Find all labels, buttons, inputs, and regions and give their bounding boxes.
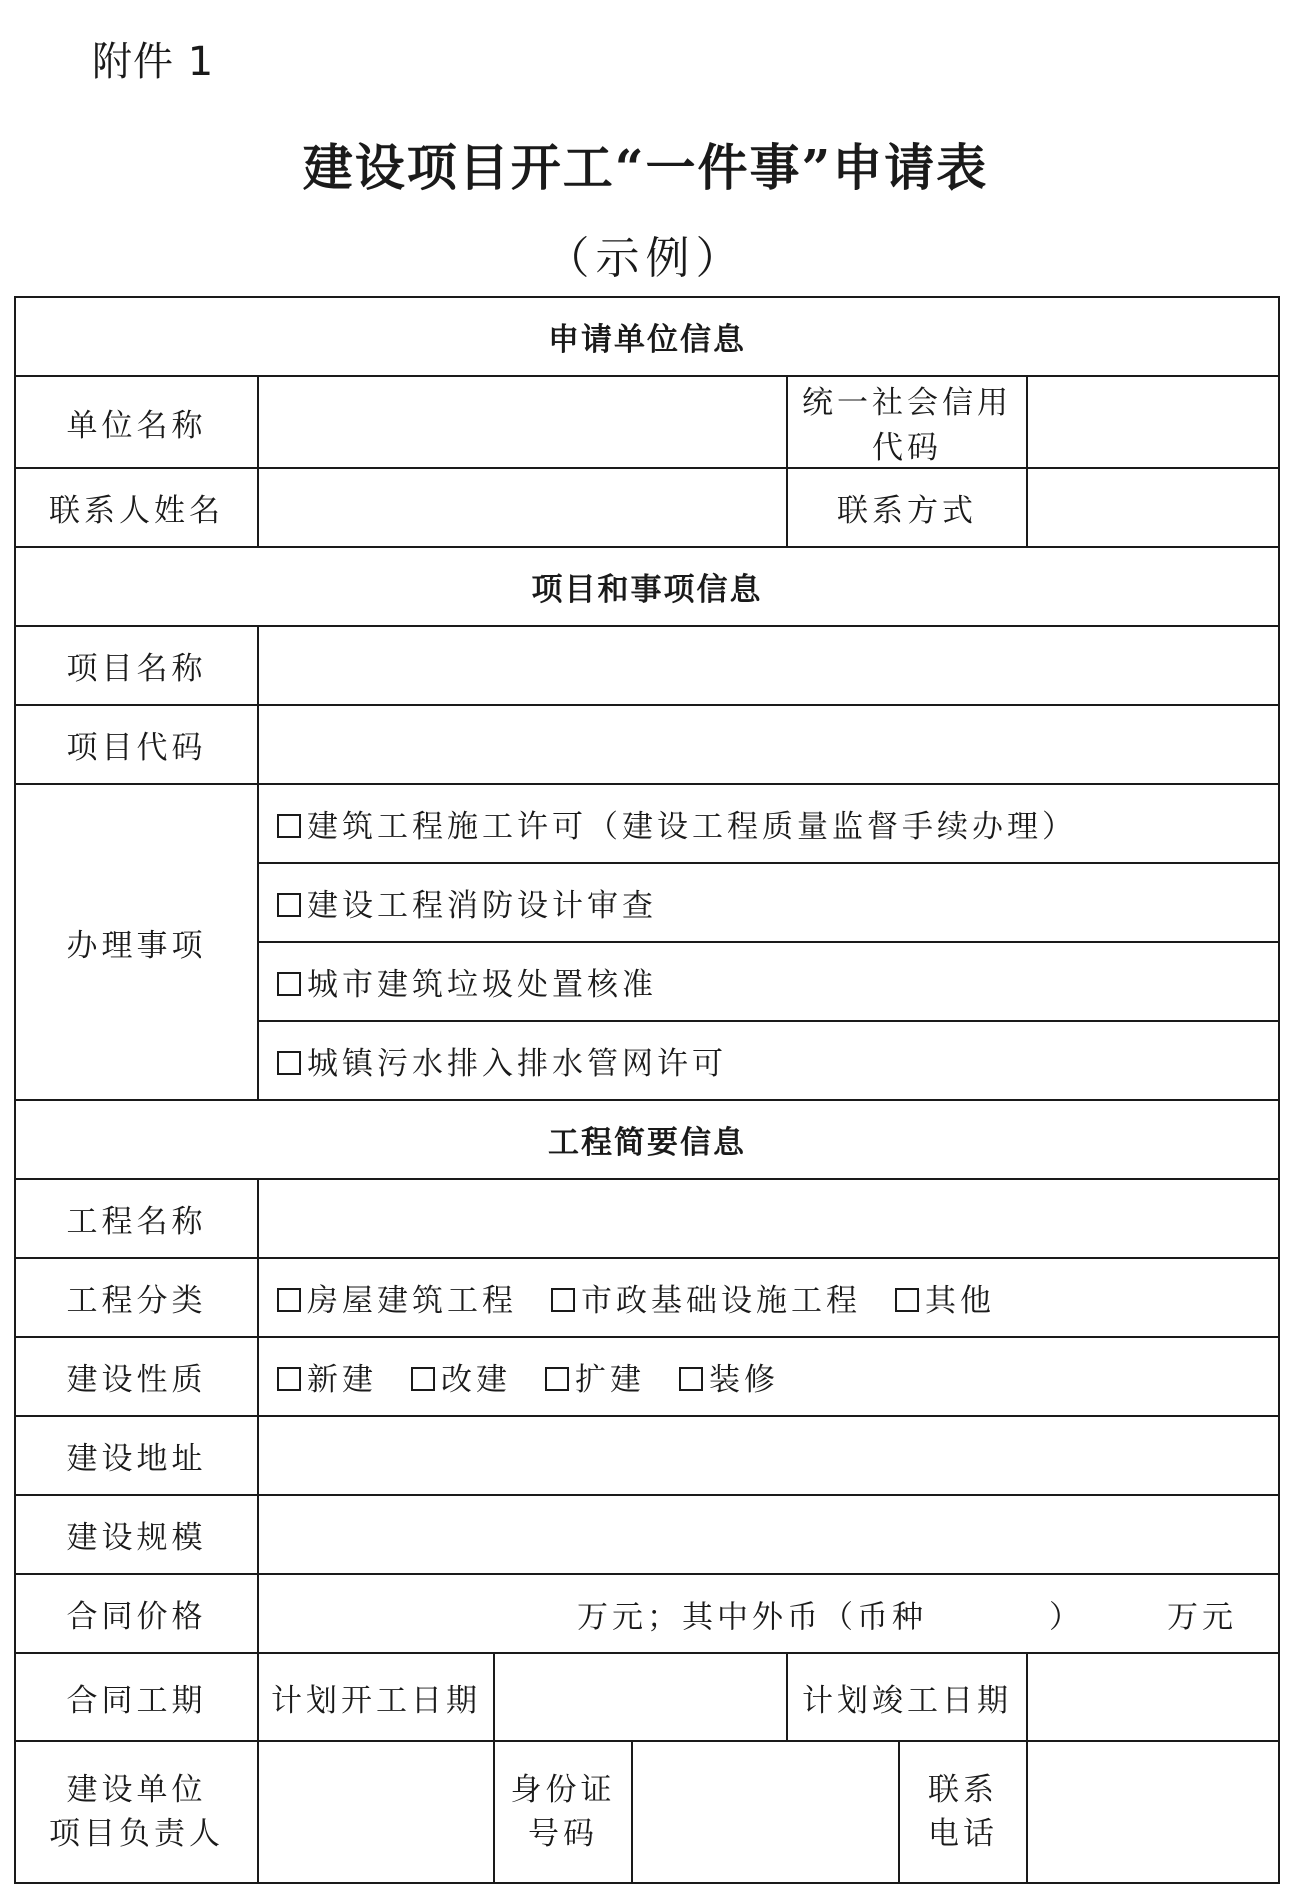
section-applicant-info: 申请单位信息 bbox=[15, 297, 1279, 376]
field-contact-method[interactable] bbox=[1027, 468, 1279, 547]
label-phone bbox=[899, 1741, 1027, 1883]
label-id-number-line1: 身份证 bbox=[510, 1772, 616, 1808]
label-credit-code: 统一社会信用代码 bbox=[787, 376, 1027, 468]
construction-nature-options bbox=[258, 1337, 1279, 1416]
field-id-number[interactable] bbox=[632, 1741, 899, 1883]
section-project-info: 项目和事项信息 bbox=[15, 547, 1279, 626]
field-engineering-name[interactable] bbox=[258, 1179, 1279, 1258]
price-text-part3: 万元 bbox=[1167, 1599, 1237, 1635]
label-id-number-line2: 号码 bbox=[528, 1816, 598, 1852]
label-id-number bbox=[494, 1741, 632, 1883]
label-phone-line2: 电话 bbox=[928, 1816, 998, 1852]
price-text-part2: ） bbox=[1049, 1599, 1084, 1635]
matter-item bbox=[258, 863, 1279, 942]
field-construction-address[interactable] bbox=[258, 1416, 1279, 1495]
label-project-leader-line2: 项目负责人 bbox=[49, 1816, 224, 1852]
label-project-leader bbox=[15, 1741, 258, 1883]
label-contract-period: 合同工期 bbox=[15, 1653, 258, 1741]
option-label: 新建 bbox=[307, 1362, 377, 1398]
matter-label: 城镇污水排入排水管网许可 bbox=[307, 1046, 727, 1082]
label-contact-name: 联系人姓名 bbox=[15, 468, 258, 547]
section-engineering-info: 工程简要信息 bbox=[15, 1100, 1279, 1179]
option-label: 其他 bbox=[925, 1283, 995, 1319]
label-contact-method: 联系方式 bbox=[787, 468, 1027, 547]
label-matters: 办理事项 bbox=[15, 784, 258, 1100]
checkbox[interactable] bbox=[277, 1288, 301, 1312]
field-project-code[interactable] bbox=[258, 705, 1279, 784]
label-construction-nature: 建设性质 bbox=[15, 1337, 258, 1416]
checkbox[interactable] bbox=[277, 1051, 301, 1075]
field-planned-start[interactable] bbox=[494, 1653, 787, 1741]
option-rebuild bbox=[411, 1362, 511, 1398]
label-engineering-name: 工程名称 bbox=[15, 1179, 258, 1258]
checkbox[interactable] bbox=[277, 814, 301, 838]
checkbox[interactable] bbox=[545, 1367, 569, 1391]
matter-label: 城市建筑垃圾处置核准 bbox=[307, 967, 657, 1003]
label-unit-name: 单位名称 bbox=[15, 376, 258, 468]
option-label: 房屋建筑工程 bbox=[307, 1283, 517, 1319]
matter-item bbox=[258, 1021, 1279, 1100]
checkbox[interactable] bbox=[277, 972, 301, 996]
engineering-category-options bbox=[258, 1258, 1279, 1337]
option-label: 市政基础设施工程 bbox=[581, 1283, 861, 1319]
attachment-label: 附件 1 bbox=[92, 39, 215, 85]
matter-item bbox=[258, 942, 1279, 1021]
option-label: 改建 bbox=[441, 1362, 511, 1398]
price-text-part1: 万元；其中外币（币种 bbox=[577, 1599, 927, 1635]
option-expand bbox=[545, 1362, 645, 1398]
option-label: 装修 bbox=[709, 1362, 779, 1398]
field-project-name[interactable] bbox=[258, 626, 1279, 705]
checkbox[interactable] bbox=[277, 893, 301, 917]
matter-label: 建筑工程施工许可（建设工程质量监督手续办理） bbox=[307, 809, 1077, 845]
form-title: 建设项目开工“一件事”申请表 bbox=[302, 138, 989, 197]
field-planned-completion[interactable] bbox=[1027, 1653, 1279, 1741]
field-contract-price[interactable] bbox=[258, 1574, 1279, 1653]
application-form-table bbox=[14, 296, 1280, 1884]
field-phone[interactable] bbox=[1027, 1741, 1279, 1883]
matter-label: 建设工程消防设计审查 bbox=[307, 888, 657, 924]
field-unit-name[interactable] bbox=[258, 376, 787, 468]
label-engineering-category: 工程分类 bbox=[15, 1258, 258, 1337]
label-contract-price: 合同价格 bbox=[15, 1574, 258, 1653]
label-planned-completion: 计划竣工日期 bbox=[787, 1653, 1027, 1741]
option-other bbox=[895, 1283, 995, 1319]
checkbox[interactable] bbox=[411, 1367, 435, 1391]
field-credit-code[interactable] bbox=[1027, 376, 1279, 468]
option-decoration bbox=[679, 1362, 779, 1398]
label-phone-line1: 联系 bbox=[928, 1772, 998, 1808]
option-municipal bbox=[551, 1283, 861, 1319]
form-subtitle: （示例） bbox=[545, 233, 746, 284]
checkbox[interactable] bbox=[277, 1367, 301, 1391]
label-planned-start: 计划开工日期 bbox=[258, 1653, 494, 1741]
label-project-code: 项目代码 bbox=[15, 705, 258, 784]
option-new bbox=[277, 1362, 377, 1398]
field-project-leader[interactable] bbox=[258, 1741, 494, 1883]
checkbox[interactable] bbox=[551, 1288, 575, 1312]
option-building bbox=[277, 1283, 517, 1319]
label-construction-scale: 建设规模 bbox=[15, 1495, 258, 1574]
checkbox[interactable] bbox=[679, 1367, 703, 1391]
checkbox[interactable] bbox=[895, 1288, 919, 1312]
label-construction-address: 建设地址 bbox=[15, 1416, 258, 1495]
label-project-name: 项目名称 bbox=[15, 626, 258, 705]
matter-item bbox=[258, 784, 1279, 863]
field-construction-scale[interactable] bbox=[258, 1495, 1279, 1574]
field-contact-name[interactable] bbox=[258, 468, 787, 547]
label-project-leader-line1: 建设单位 bbox=[66, 1772, 207, 1808]
option-label: 扩建 bbox=[575, 1362, 645, 1398]
